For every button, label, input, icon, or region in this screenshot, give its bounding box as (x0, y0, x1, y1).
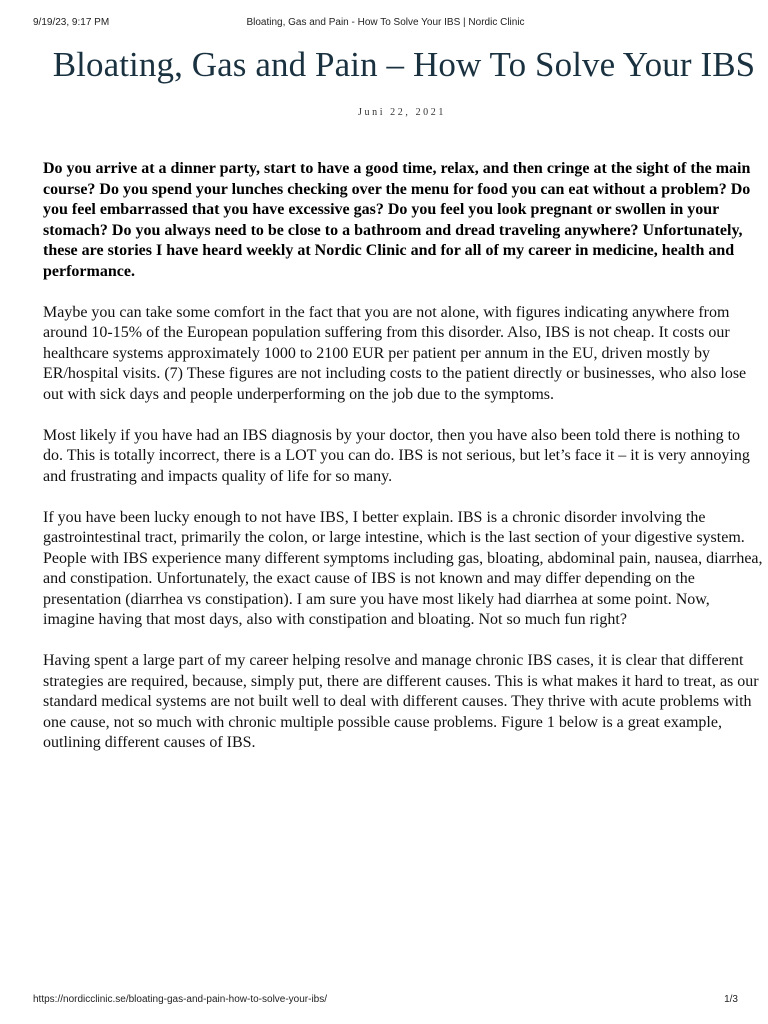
print-footer (33, 994, 738, 1008)
print-datetime: 9/19/23, 9:17 PM (33, 17, 110, 28)
body-paragraph: Having spent a large part of my career helping resolve and manage chronic IBS cases, it is clear that different strategies are required, because, simply put, there are different causes. This is what makes it hard to treat, as our standard medical systems are not built well to deal with different causes. They thrive with acute problems with one cause, not so much with chronic multiple possible cause problems. Figure 1 below is a great example, outlining different causes of IBS. (43, 652, 759, 751)
body-paragraph: Most likely if you have had an IBS diagnosis by your doctor, then you have also been told there is nothing to do. This is totally incorrect, there is a LOT you can do. IBS is not serious, but let’s face it – it is very annoying and frustrating and impacts quality of life for so many. (43, 426, 750, 485)
lead-paragraph: Do you arrive at a dinner party, start to have a good time, relax, and then cringe at the sight of the main course? Do you spend your lunches checking over the menu for food you can eat without a problem? Do you feel embarrassed that you have excessive gas? Do you feel you look pregnant or swollen in your stomach? Do you always need to be close to a bathroom and dread traveling anywhere? Unfortunately, these are stories I have heard weekly at Nordic Clinic and for all of my career in medicine, health and performance. (43, 160, 751, 280)
body-paragraph: If you have been lucky enough to not have IBS, I better explain. IBS is a chronic disorder involving the gastrointestinal tract, primarily the colon, or large intestine, which is the last section of your digestive system. People with IBS experience many different symptoms including gas, bloating, abdominal pain, nausea, diarrhea, and constipation. Unfortunately, the exact cause of IBS is not known and may differ depending on the presentation (diarrhea vs constipation). I am sure you have most likely had diarrhea at some point. Now, imagine having that most days, also with constipation and bloating. Not so much fun right? (43, 508, 763, 628)
print-url[interactable]: https://nordicclinic.se/bloating-gas-and-pain-how-to-solve-your-ibs/ (33, 994, 328, 1005)
page-indicator: 1/3 (724, 994, 738, 1005)
article-title: Bloating, Gas and Pain – How To Solve Your IBS (52, 45, 756, 84)
print-header (33, 17, 738, 31)
print-page-title: Bloating, Gas and Pain - How To Solve Your IBS | Nordic Clinic (246, 17, 525, 28)
article-date: Juni 22, 2021 (358, 107, 446, 118)
body-paragraph: Maybe you can take some comfort in the fact that you are not alone, with figures indicating anywhere from around 10-15% of the European population suffering from this disorder. Also, IBS is not cheap. It costs our healthcare systems approximately 1000 to 2100 EUR per patient per annum in the EU, driven mostly by ER/hospital visits. (7) These figures are not including costs to the patient directly or businesses, who also lose out with sick days and people underperforming on the job due to the symptoms. (43, 303, 747, 403)
article-body (43, 159, 763, 774)
